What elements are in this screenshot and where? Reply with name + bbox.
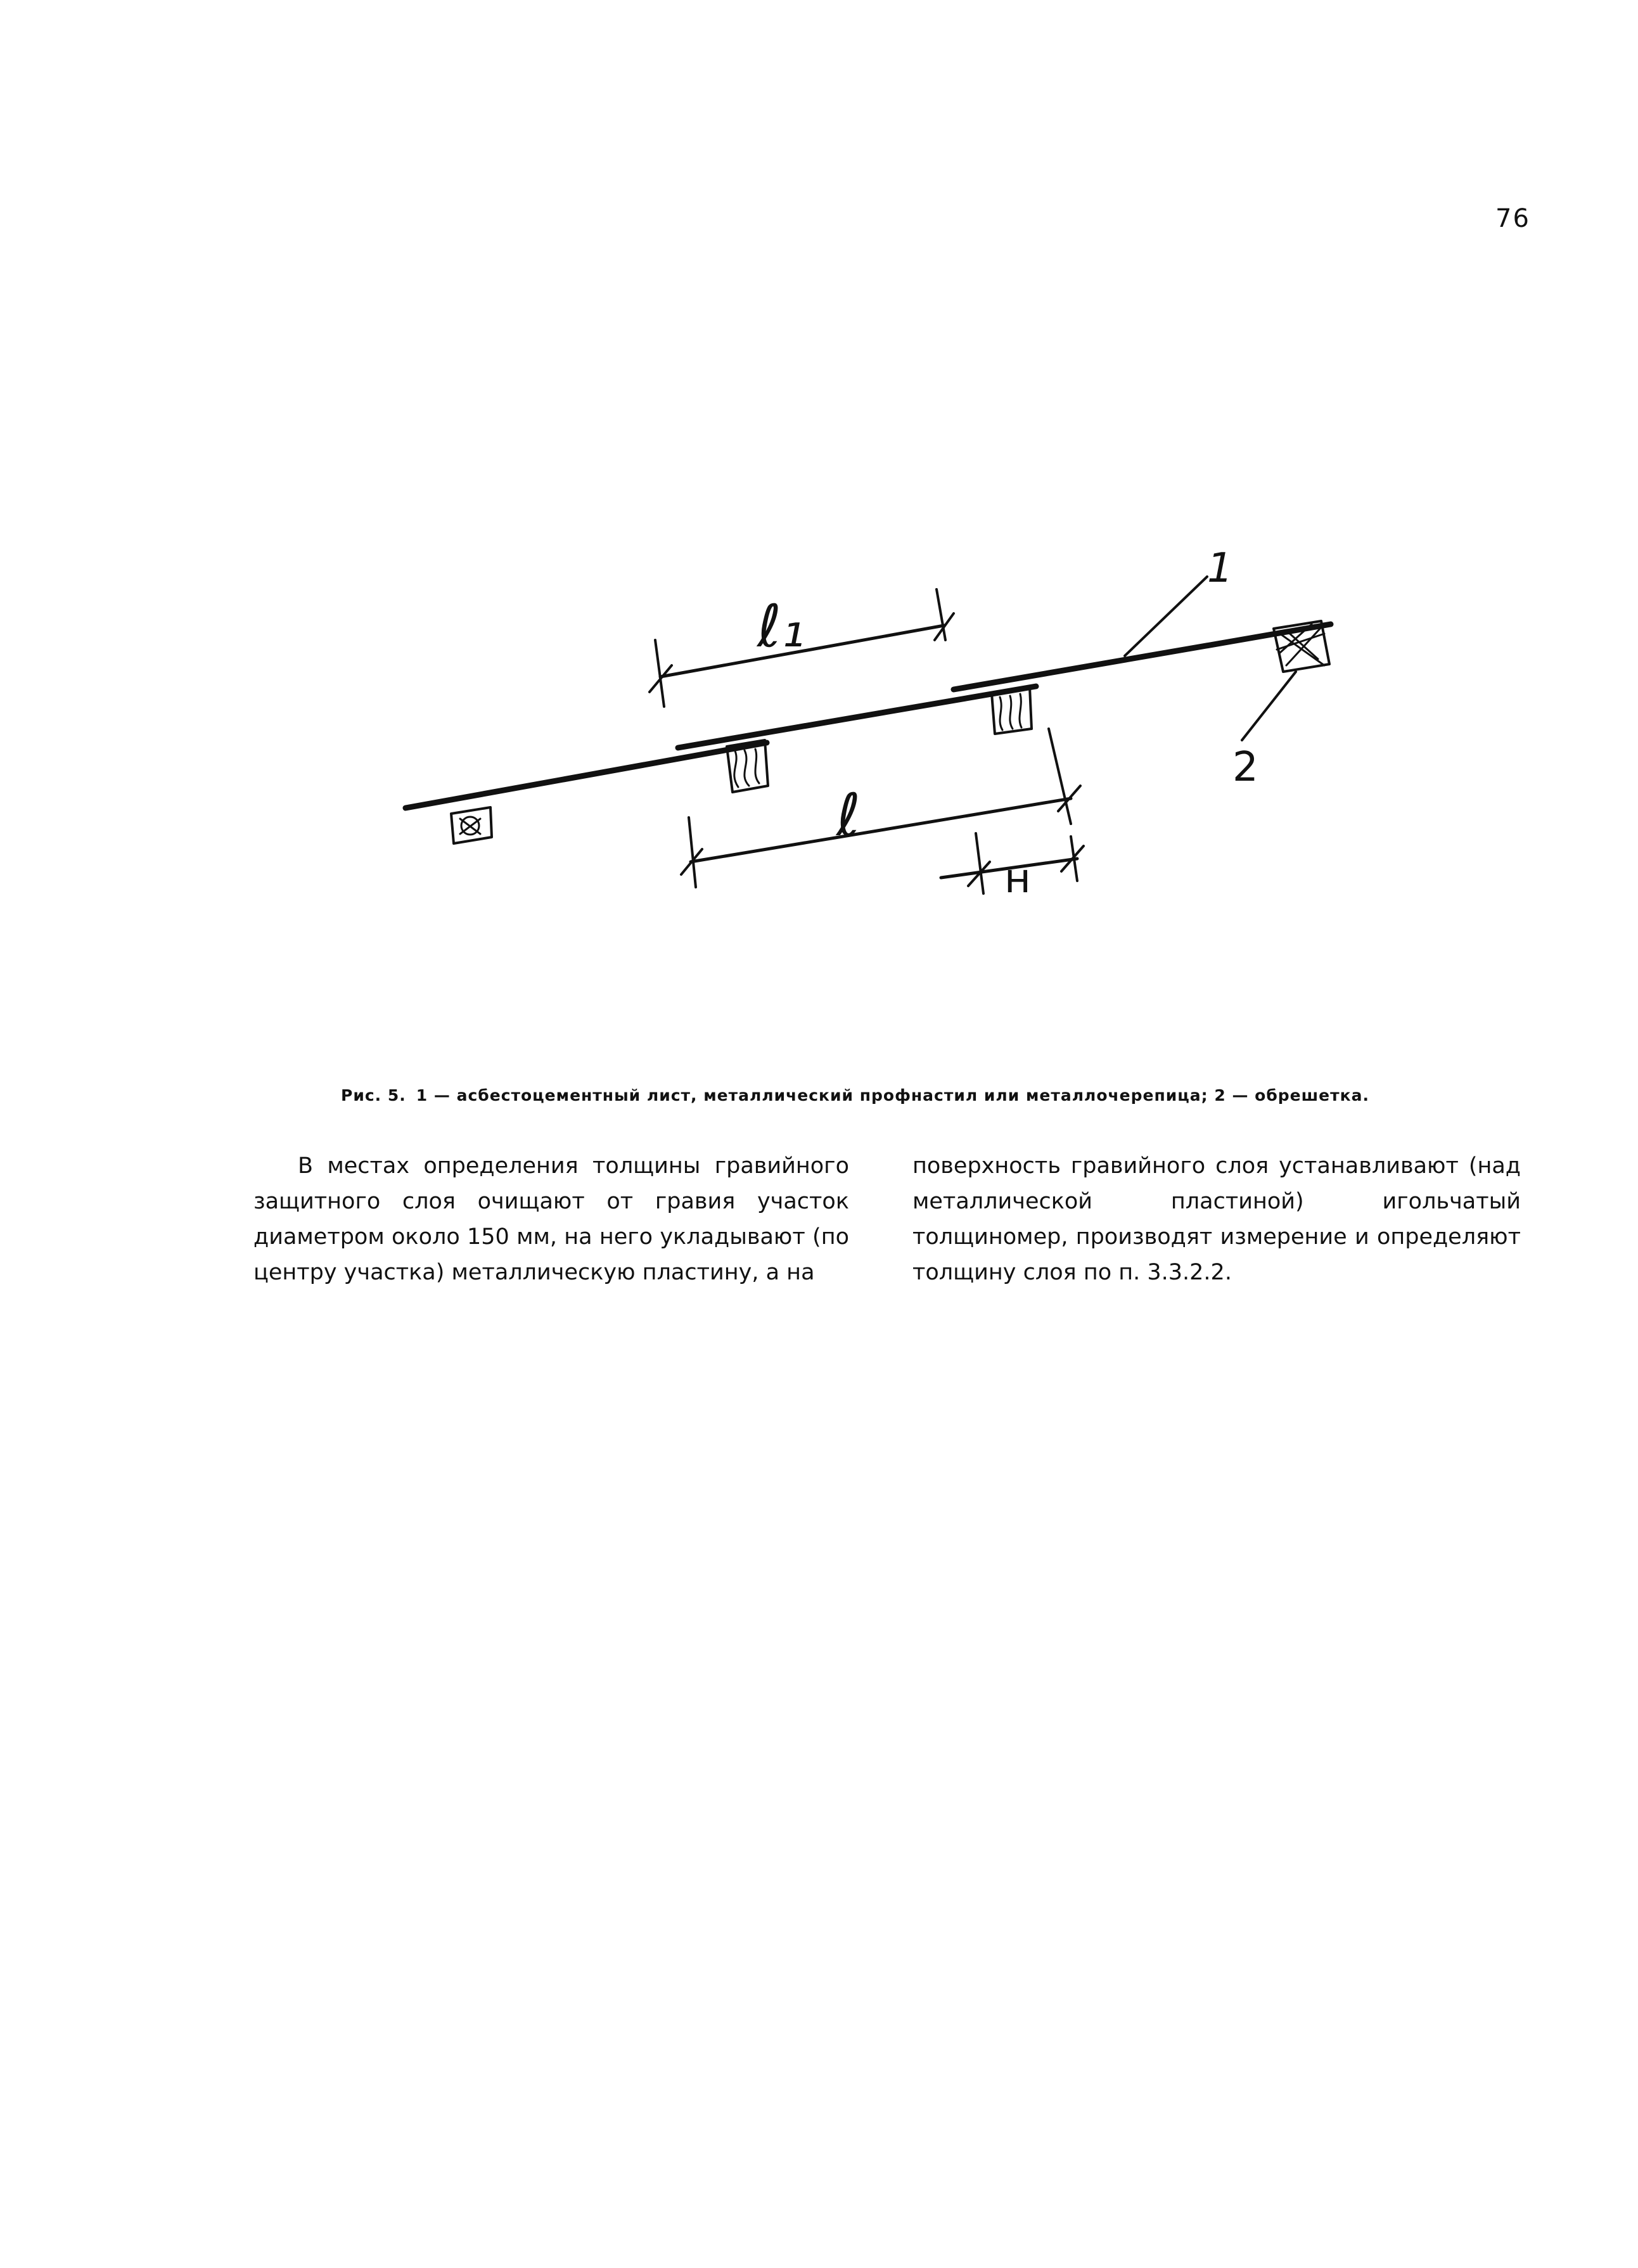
figure-caption-text: 1 — асбестоцементный лист, металлический профнастил или металлочерепица; 2 — обрешетка.: [416, 1086, 1369, 1105]
figure-number: Рис. 5.: [341, 1086, 406, 1105]
leader-1: [1125, 577, 1207, 656]
roof-sheet-lower: [406, 743, 767, 808]
roof-sheet-middle: [678, 686, 1036, 748]
label-l1: ℓ₁: [757, 593, 805, 660]
page-number: 76: [1495, 204, 1530, 233]
body-text-left-column: В местах определения толщины гравийного защитного слоя очищают от гравия участок диаметром около 150 мм, на него укладывают (по центру участка) металлическую пластину, а на: [253, 1153, 849, 1285]
body-text-right-column: поверхность гравийного слоя устанавливают (над металлической пластиной) игольчатый толщиномер, производят измерение и определяют толщину слоя по п. 3.3.2.2.: [912, 1153, 1521, 1285]
label-l: ℓ: [836, 781, 861, 849]
leader-2: [1242, 672, 1296, 740]
label-ref-2: 2: [1232, 744, 1258, 791]
figure-caption: [341, 1086, 1481, 1105]
batten-1: [451, 807, 492, 843]
label-ref-1: 1: [1207, 545, 1233, 592]
label-h: н: [1004, 855, 1031, 902]
